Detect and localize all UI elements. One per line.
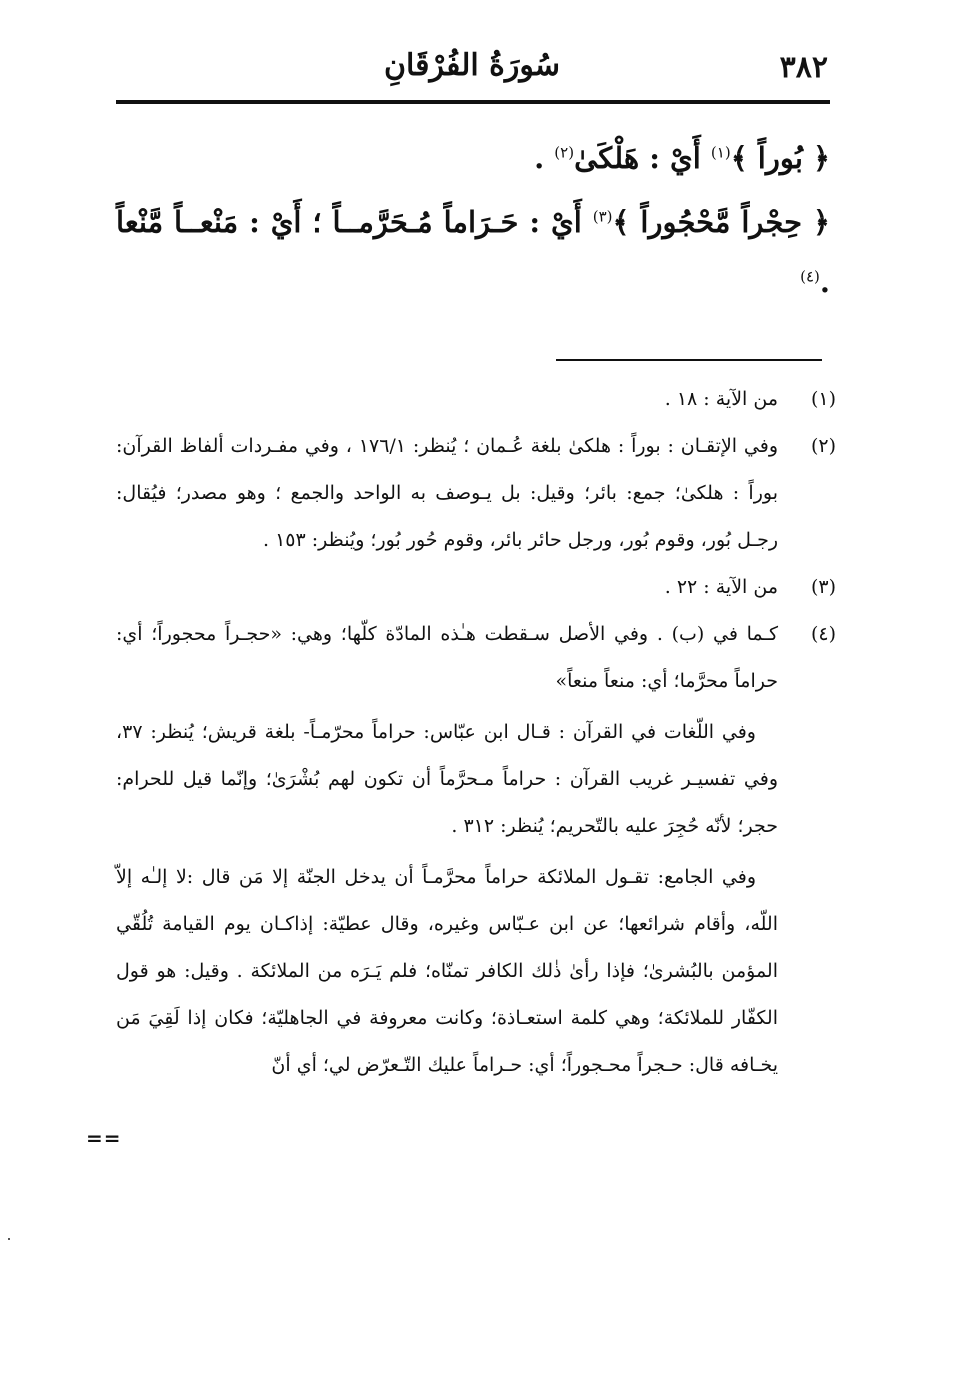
page-header — [116, 44, 828, 102]
footnote-text: كـما في (ب) . وفي الأصل سـقطت هـٰذه المادّة كلّها؛ وهي: «حجـراً محجوراً؛ أي: حراماً محرَّما؛ أي: منعاً منعاً» — [116, 623, 778, 692]
footnote-3 — [116, 564, 836, 611]
footnote-number: (٢) — [810, 435, 836, 457]
continuation-mark: == — [86, 1126, 122, 1150]
footnote-1 — [116, 376, 836, 423]
footnote-marker-1: (١) — [710, 143, 731, 162]
footnote-text: وفي الإتقـان : بوراً : هلكىٰ بلغة عُـمان ؛ يُنظر: ١٧٦/١ ، وفي مفـردات ألفاظ القرآن: بوراً : هلكىٰ؛ جمع: بائر؛ وقيل: بل يـوصف به الواحد والجمع ؛ وهو مصدر؛ فيُقال: رجـل بُور، وقوم بُور، ورجل حائر بائر، وقوم حُور بُور؛ ويُنظر: ١٥٣ . — [116, 435, 779, 551]
footnote-marker-3: (٣) — [592, 207, 613, 226]
main-line-1-gloss: أَيْ : هَلْكَىٰ — [574, 141, 711, 175]
main-line-2 — [116, 192, 830, 312]
footnote-text: من الآية : ٢٢ . — [664, 576, 778, 598]
header-rule — [116, 100, 830, 104]
page-number: ٣٨٢ — [779, 50, 828, 85]
main-line-2-gloss: أَيْ : حَـرَاماً مُـحَرَّمــاً ؛ أَيْ : مَنْعــاً مَّنْعاً . — [116, 205, 830, 299]
footnote-number: (٣) — [810, 576, 836, 598]
footnote-number: (١) — [810, 388, 836, 410]
main-text — [116, 128, 830, 312]
footnote-number: (٤) — [810, 623, 836, 645]
quran-words-hijran: ﴿ حِجْراً مَّحْجُوراً ﴾ — [612, 205, 831, 239]
footnote-marker-2: (٢) — [554, 143, 575, 162]
footnotes — [116, 376, 836, 1089]
main-line-1 — [116, 128, 830, 188]
main-line-1-end: . — [534, 141, 555, 175]
quran-word-bura: ﴿ بُوراً ﴾ — [730, 141, 830, 175]
footnote-text: وفي الجامع: تقـول الملائكة حراماً محرَّمـاً أن يدخل الجنّة إلا مَن قال :لا إلـٰه إلاّ اللّه، وأقام شرائعها؛ عن ابن عـبّاس وغيره، وقال عطيّة: إذاكـان يوم القيامة تُلُقّي المؤمن بالبُشرىٰ؛ فإذا رأىٰ ذٰلك الكافر تمنّاه؛ فلم يَـرَه من الملائكة . وقيل: هو قول الكفّار للملائكة؛ وهي كلمة استعـاذة؛ وكانت معروفة في الجاهليّة؛ فكان إذا لَقِيَ مَن يخـافه قال: حـجراً محـجوراً؛ أي: حـراماً عليك التّـعرّض لي؛ أي أنّ — [116, 866, 778, 1076]
footnote-4 — [116, 611, 836, 1089]
scan-speck — [8, 1238, 10, 1240]
footnote-2 — [116, 423, 836, 564]
running-title: سُورَةُ الفُرْقَانِ — [383, 48, 560, 83]
footnote-marker-4: (٤) — [800, 267, 820, 286]
footnote-text: وفي اللّغات في القرآن : قـال ابن عبّاس: حراماً محرّمـاً- بلغة قريش؛ يُنظر: ٣٧، وفي تفسيـر غريب القرآن : حراماً مـحرَّماً أن تكون لهم بُشْرَىٰ؛ وإنّما قيل للحرام: حجر؛ لأنّه حُجِرَ عليه بالتّحريم؛ يُنظر: ٣١٢ . — [116, 721, 778, 837]
footnote-text: من الآية : ١٨ . — [664, 388, 778, 410]
footnote-separator — [556, 359, 822, 361]
